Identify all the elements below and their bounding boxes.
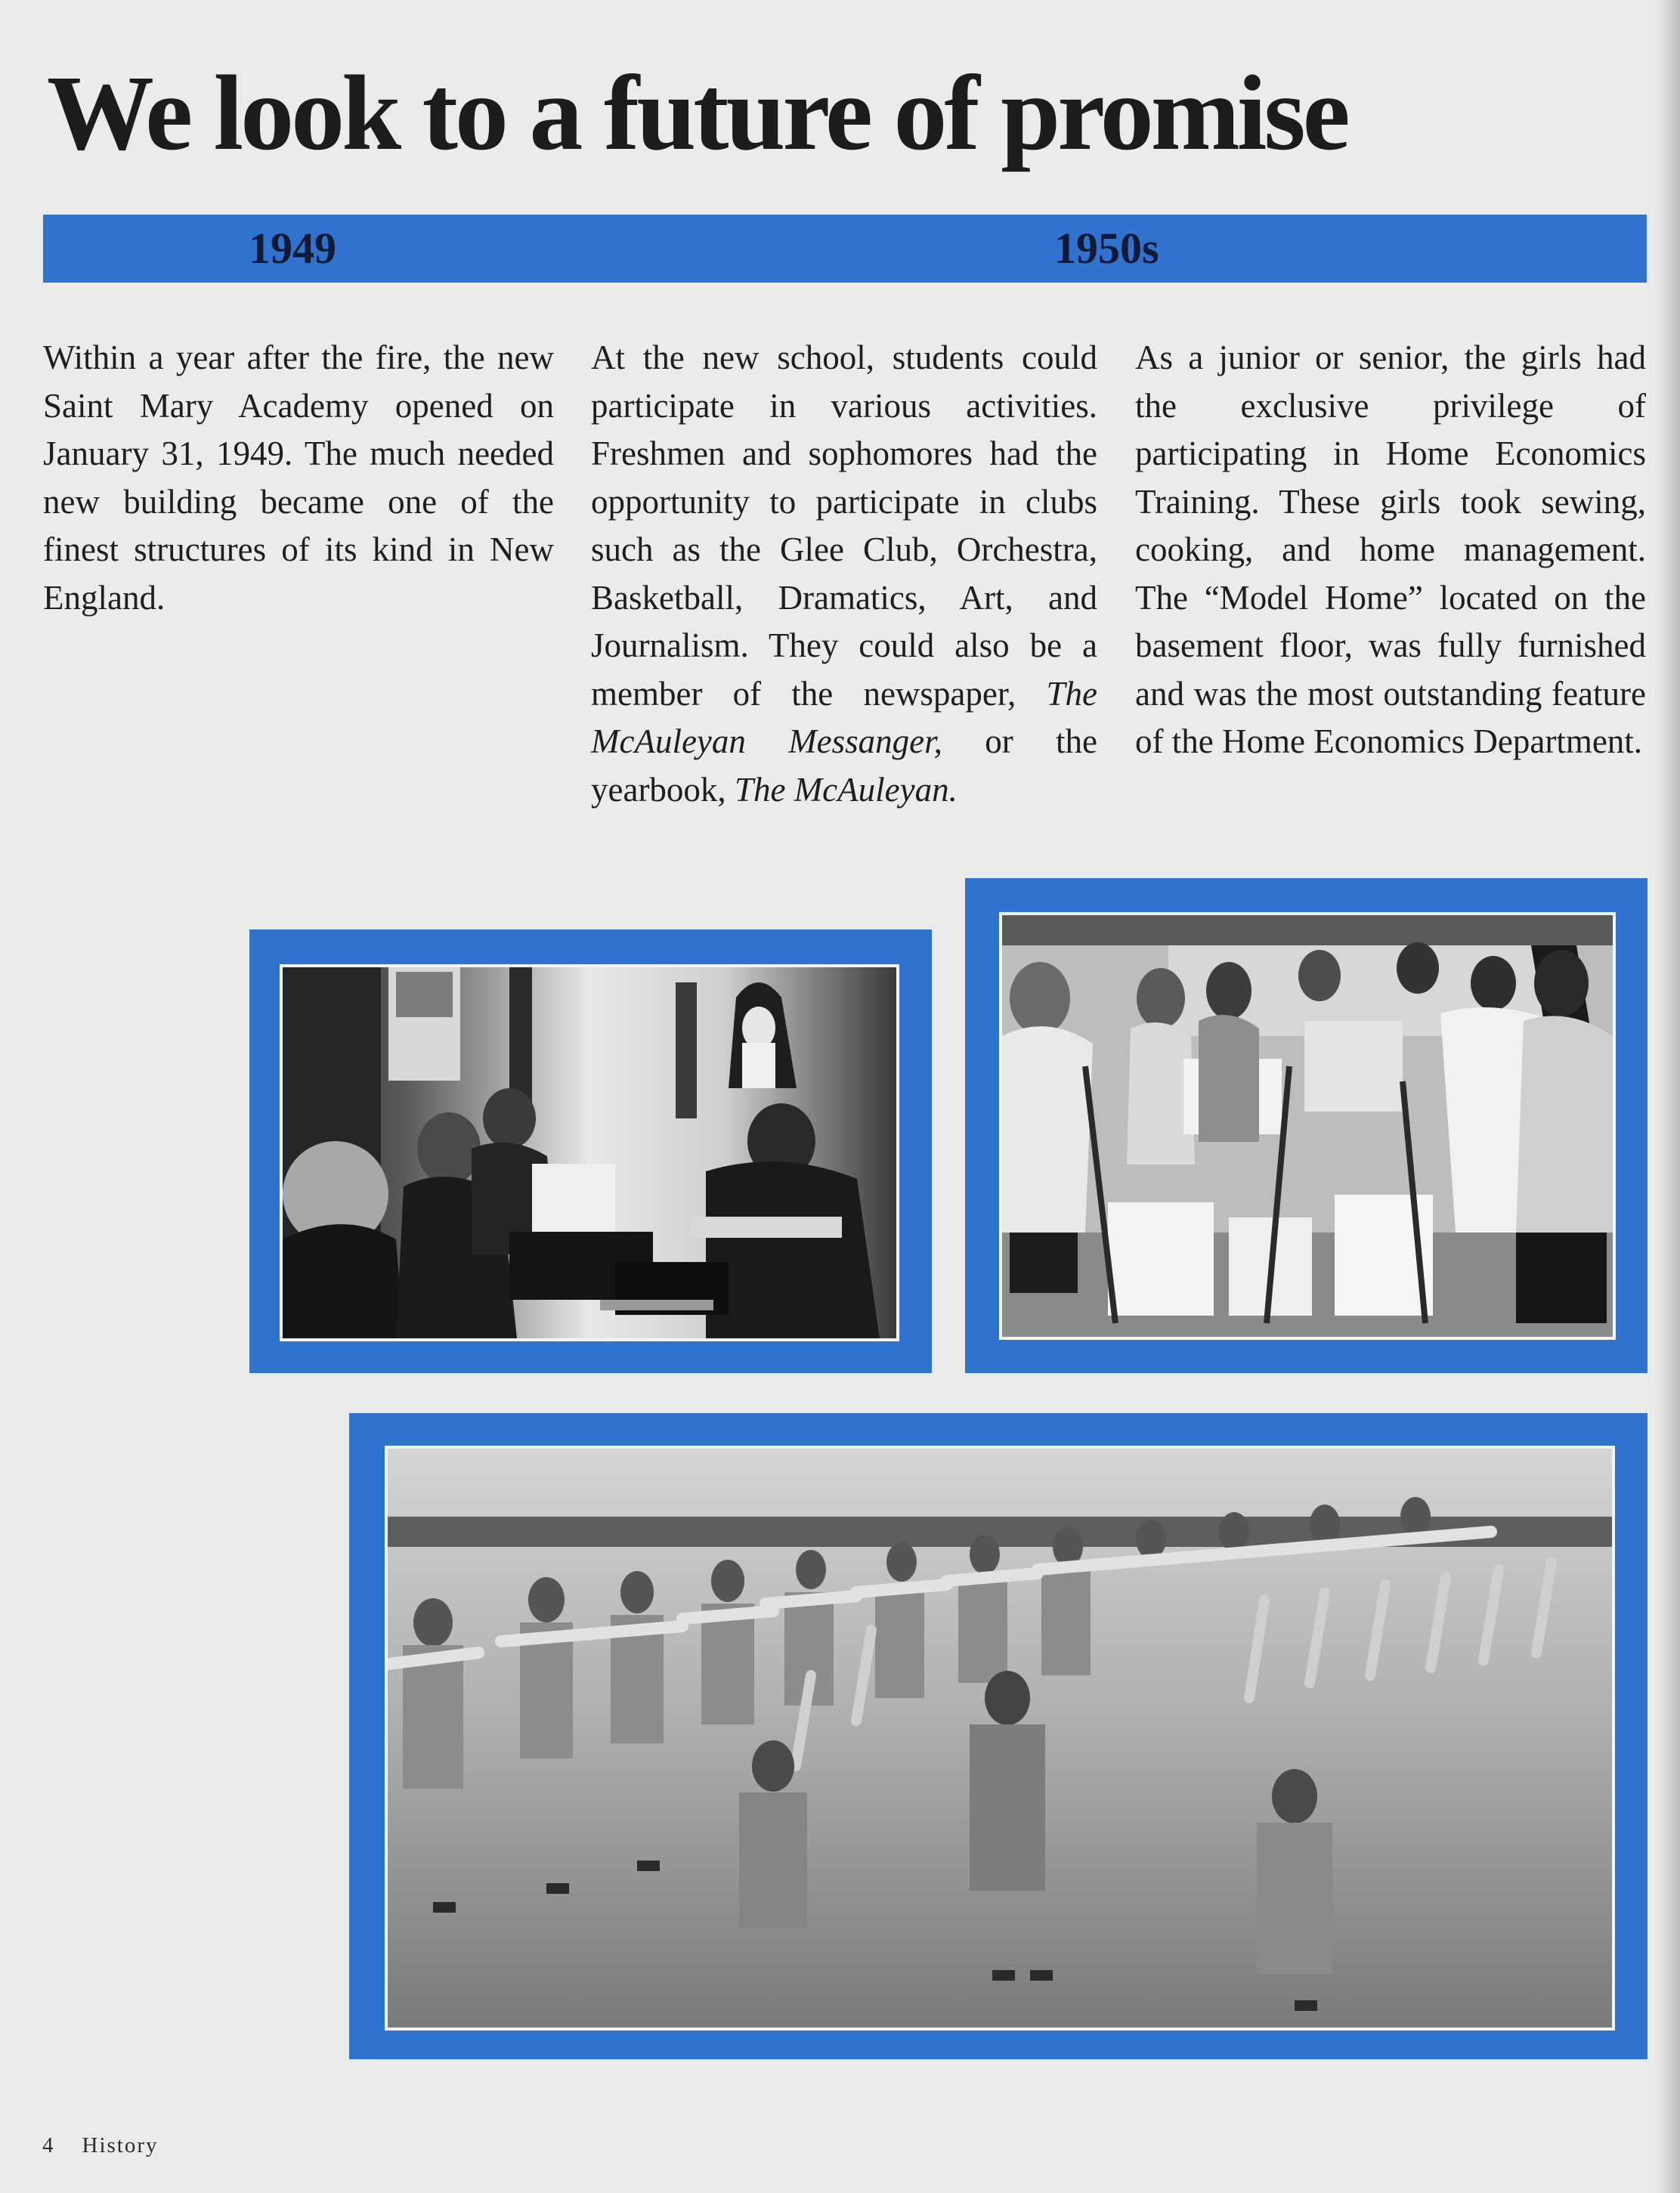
art-class-image <box>1002 915 1613 1337</box>
photo-frame-art <box>965 878 1648 1373</box>
page-spine-shadow <box>1654 0 1680 2193</box>
page-footer <box>42 2133 186 2158</box>
yearbook-lead-text: or the yearbook, <box>591 722 1097 809</box>
year-label-1950s: 1950s <box>1054 224 1159 273</box>
gym-class-image <box>388 1449 1612 2028</box>
text-column-2 <box>591 334 1097 814</box>
text-column-3: As a junior or senior, the girls had the exclusive privilege of participating in Home Economics Training. These girls took sewing, cooking, and home management. The “Model Home” located on the basement floor, was fully furnished and was the most outstanding feature of the Home Economics Department. <box>1135 339 1646 760</box>
photo-art-class <box>999 912 1616 1340</box>
section-name: History <box>82 2133 159 2157</box>
photo-frame-gym <box>349 1413 1648 2059</box>
photo-gym-class <box>385 1446 1615 2031</box>
photo-typing-class <box>280 964 899 1341</box>
newspaper-title: The McAuleyan Messanger, <box>591 674 1097 760</box>
photo-frame-typing <box>249 929 932 1373</box>
year-banner <box>43 215 1647 283</box>
year-label-1949: 1949 <box>249 224 336 273</box>
page-headline: We look to a future of promise <box>47 53 1347 172</box>
activities-text: At the new school, students could participate in various activities. Freshmen and sophomores had the opportunity to participate in clubs such as the Glee Club, Orchestra, Basketball, Dramatics, Art, and Journalism. They could also be a member of the newspaper, <box>591 339 1097 713</box>
text-column-1: Within a year after the fire, the new Saint Mary Academy opened on January 31, 1949. The much needed new building became one of the finest structures of its kind in New England. <box>43 339 554 617</box>
typing-class-image <box>283 967 896 1338</box>
page-number: 4 <box>42 2133 55 2157</box>
yearbook-title: The McAuleyan. <box>734 770 958 809</box>
